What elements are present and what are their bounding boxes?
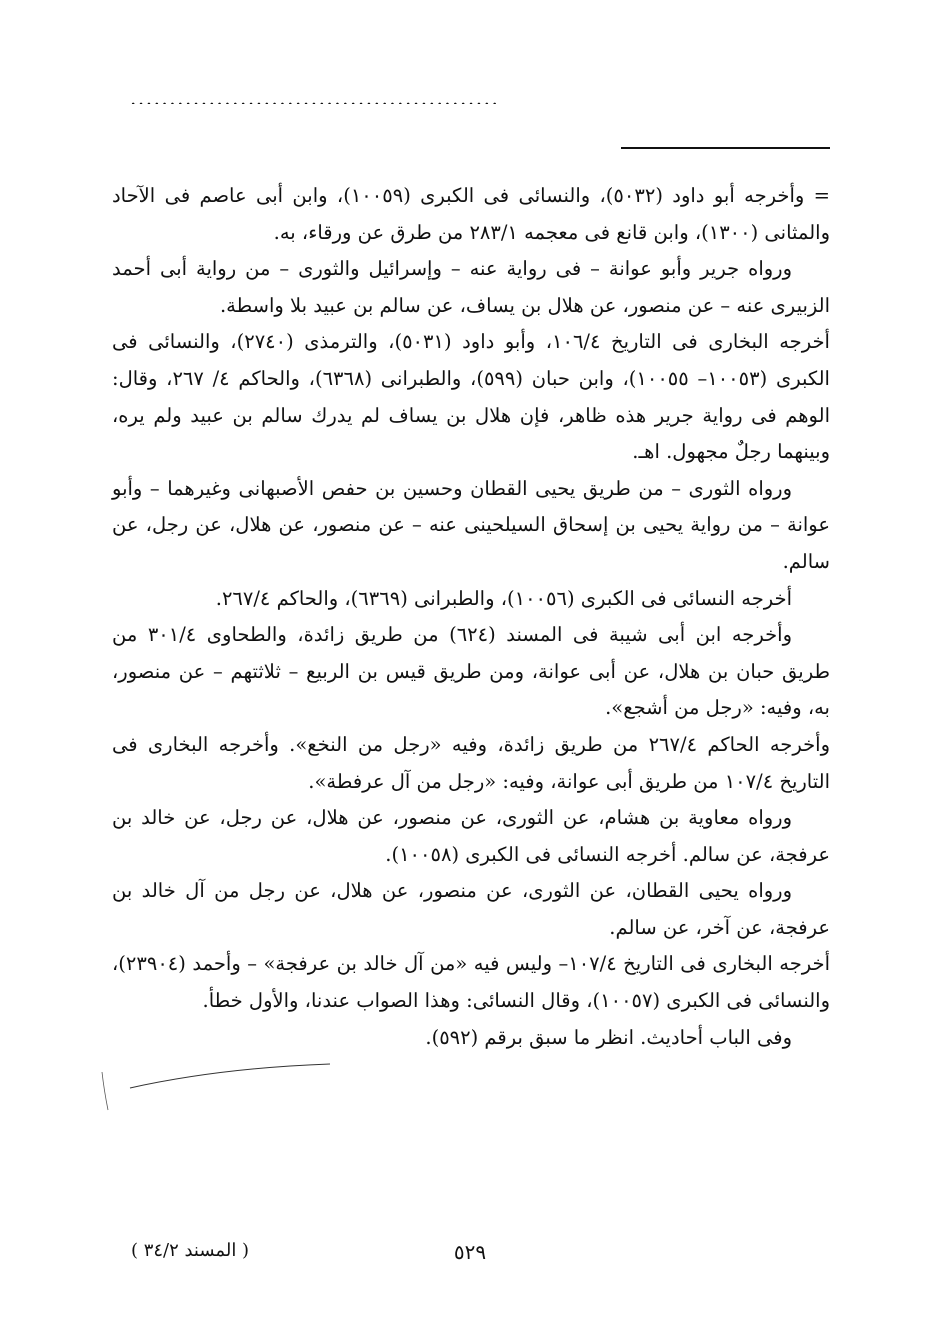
paragraph: وأخرجه الحاكم ٢٦٧/٤ من طريق زائدة، وفيه «رجل من النخع». وأخرجه البخارى فى التاريخ ١٠٧/٤ من طريق أبى عوانة، وفيه: «رجل من آل عرفطة».	[112, 732, 831, 793]
footnote-rule	[621, 147, 830, 149]
dotted-separator: ...............................................	[130, 92, 500, 104]
paragraph: ورواه الثورى – من طريق يحيى القطان وحسين بن حفص الأصبهانى وغيرهما – وأبو عوانة – من رواية يحيى بن إسحاق السيلحينى عنه – عن منصور، عن هلال، عن رجل، عن سالم.	[112, 476, 830, 573]
page-number: ٥٢٩	[453, 1240, 487, 1264]
paragraph: وفى الباب أحاديث. انظر ما سبق برقم (٥٩٢).	[425, 1025, 792, 1049]
paragraph: = وأخرجه أبو داود (٥٠٣٢)، والنسائى فى الكبرى (١٠٠٥٩)، وابن أبى عاصم فى الآحاد والمثانى (١٣٠٠)، وابن قانع فى معجمه ٢٨٣/١ من طرق عن ورقاء، به.	[112, 184, 830, 244]
paragraph: أخرجه النسائى فى الكبرى (١٠٠٥٦)، والطبرانى (٦٣٦٩)، والحاكم ٢٦٧/٤.	[215, 586, 792, 610]
paragraph: ورواه جرير وأبو عوانة – فى رواية عنه – وإسرائيل والثورى – من رواية أبى أحمد الزبيرى عنه – عن منصور، عن هلال بن يساف، عن سالم بن عبيد بلا واسطة.	[112, 257, 830, 317]
paragraph: أخرجه البخارى فى التاريخ ١٠٦/٤، وأبو داود (٥٠٣١)، والترمذى (٢٧٤٠)، والنسائى فى الكبرى (١٠٠٥٣– ١٠٠٥٥)، وابن حبان (٥٩٩)، والطبرانى (٦٣٦٨)، والحاكم ٤/ ٢٦٧، وقال: الوهم فى رواية جرير هذه ظاهر، فإن هلال بن يساف لم يدرك سالم بن عبيد ولم يره، وبينهما رجلٌ مجهول. اهـ.	[112, 330, 830, 464]
paragraph: وأخرجه ابن أبى شيبة فى المسند (٦٢٤) من طريق زائدة، والطحاوى ٣٠١/٤ من طريق حبان بن هلال، عن أبى عوانة، ومن طريق قيس بن الربيع – ثلاثتهم – عن منصور، به، وفيه: «رجل من أشجع».	[112, 623, 830, 720]
footnote-body	[112, 178, 830, 1056]
paragraph: أخرجه البخارى فى التاريخ ١٠٧/٤– وليس فيه «من آل خالد بن عرفجة» – وأحمد (٢٣٩٠٤)، والنسائى فى الكبرى (١٠٠٥٧)، وقال النسائى: وهذا الصواب عندنا، والأول خطأ.	[112, 952, 830, 1013]
footer-signature: ( المسند ٣٤/٢ )	[130, 1240, 250, 1261]
paragraph: ورواه معاوية بن هشام، عن الثورى، عن منصور، عن هلال، عن رجل، عن خالد بن عرفجة، عن سالم. أخرجه النسائى فى الكبرى (١٠٠٥٨).	[112, 806, 830, 866]
paragraph: ورواه يحيى القطان، عن الثورى، عن منصور، عن هلال، عن رجل من آل خالد بن عرفجة، عن آخر، عن سالم.	[112, 879, 830, 939]
pen-stroke-mark	[100, 1060, 340, 1120]
